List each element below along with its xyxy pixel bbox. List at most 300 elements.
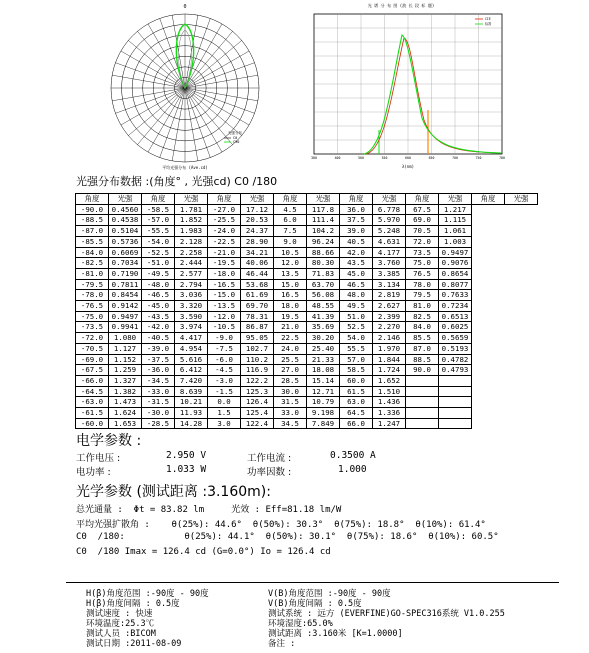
table-cell: 0.4538 [109, 215, 142, 226]
table-cell: 27.0 [274, 365, 307, 376]
table-cell: -33.0 [142, 386, 175, 397]
table-cell: 6.412 [175, 365, 208, 376]
table-row [76, 236, 538, 247]
footer-left-line: 测试速度 : 快速 [86, 609, 153, 619]
table-cell: 2.444 [175, 258, 208, 269]
table-cell: 42.0 [340, 247, 373, 258]
table-cell: 61.69 [241, 290, 274, 301]
table-cell: 6.0 [274, 215, 307, 226]
table-cell: 1.080 [109, 333, 142, 344]
table-cell: -69.0 [76, 354, 109, 365]
table-cell: 18.08 [307, 365, 340, 376]
table-cell: 17.12 [241, 204, 274, 215]
table-cell: -9.0 [208, 333, 241, 344]
spectrum-xtick: 550 [381, 156, 388, 160]
table-cell: 5.616 [175, 354, 208, 365]
table-cell: 55.5 [340, 343, 373, 354]
table-cell: 78.31 [241, 311, 274, 322]
table-cell: 2.258 [175, 247, 208, 258]
luminous-flux-line: 总光通量 : Φt = 83.82 lm 光效 : Eff=81.18 lm/W [76, 505, 342, 515]
table-cell: 87.0 [406, 343, 439, 354]
table-cell: 1.844 [373, 354, 406, 365]
table-cell: 4.631 [373, 236, 406, 247]
footer-left-line: H(β)角度范围 :-90度 - 90度 [86, 589, 209, 599]
table-cell: 1.653 [109, 418, 142, 429]
table-row [76, 386, 538, 397]
table-cell: 72.0 [406, 236, 439, 247]
table-cell: -18.0 [208, 268, 241, 279]
table-cell: 0.5104 [109, 226, 142, 237]
table-header-cell: 光强 [307, 194, 340, 205]
spectrum-xtick: 700 [452, 156, 458, 160]
table-row [76, 226, 538, 237]
table-cell: -19.5 [208, 258, 241, 269]
table-row [76, 333, 538, 344]
table-cell: 122.2 [241, 375, 274, 386]
table-cell: 30.20 [307, 333, 340, 344]
table-cell: -45.0 [142, 301, 175, 312]
table-cell: 1.983 [175, 226, 208, 237]
table-cell: -58.5 [142, 204, 175, 215]
table-cell: 52.5 [340, 322, 373, 333]
table-cell: 10.21 [175, 397, 208, 408]
table-cell: 2.399 [373, 311, 406, 322]
table-cell: -6.0 [208, 354, 241, 365]
table-cell: 3.385 [373, 268, 406, 279]
table-cell: 1.436 [373, 397, 406, 408]
table-cell: 2.794 [175, 279, 208, 290]
table-header-cell: 角度 [76, 194, 109, 205]
polar-legend-item-1: C0 [233, 136, 238, 140]
table-cell: -7.5 [208, 343, 241, 354]
table-cell: 1.382 [109, 386, 142, 397]
table-header-cell: 光强 [373, 194, 406, 205]
table-cell: 61.5 [340, 386, 373, 397]
current-value: 0.3500 A [330, 450, 376, 461]
spectrum-legend-2: 标准 [485, 22, 492, 26]
table-cell: 0.8077 [439, 279, 472, 290]
table-cell: 49.5 [340, 301, 373, 312]
table-cell: 15.14 [307, 375, 340, 386]
table-cell: 84.0 [406, 322, 439, 333]
spectrum-xtick: 380 [311, 156, 317, 160]
table-cell: 67.5 [406, 204, 439, 215]
polar-caption: 平均光强分布 (Ave.cd) [162, 165, 208, 170]
table-cell: -36.0 [142, 365, 175, 376]
table-cell: 0.4782 [439, 354, 472, 365]
table-cell: -88.5 [76, 215, 109, 226]
table-cell: -90.0 [76, 204, 109, 215]
footer-left [86, 589, 209, 649]
table-cell: 3.760 [373, 258, 406, 269]
table-cell: 45.0 [340, 268, 373, 279]
spectrum-xtick: 400 [334, 156, 341, 160]
table-cell: 70.5 [406, 226, 439, 237]
table-cell: 41.39 [307, 311, 340, 322]
table-cell: 3.134 [373, 279, 406, 290]
table-cell: 78.0 [406, 279, 439, 290]
table-row [76, 279, 538, 290]
table-cell: 1.624 [109, 408, 142, 419]
table-cell: 10.5 [274, 247, 307, 258]
table-cell: 7.420 [175, 375, 208, 386]
table-cell: 82.5 [406, 311, 439, 322]
table-cell: 86.87 [241, 322, 274, 333]
table-cell: 88.5 [406, 354, 439, 365]
table-cell: 2.128 [175, 236, 208, 247]
table-cell: 15.0 [274, 279, 307, 290]
table-cell: 14.28 [175, 418, 208, 429]
table-cell: -16.5 [208, 279, 241, 290]
table-cell: 64.5 [340, 408, 373, 419]
spectrum-xtick: 650 [428, 156, 435, 160]
table-row [76, 322, 538, 333]
table-cell: 36.0 [340, 204, 373, 215]
table-cell: 63.0 [340, 397, 373, 408]
table-cell [439, 386, 472, 397]
table-cell: -67.5 [76, 365, 109, 376]
table-cell: 85.5 [406, 333, 439, 344]
table-cell: 125.3 [241, 386, 274, 397]
table-cell: 1.061 [439, 226, 472, 237]
table-cell [406, 386, 439, 397]
table-cell: -51.0 [142, 258, 175, 269]
spectrum-xtick: 780 [499, 156, 505, 160]
table-cell: 0.0 [208, 397, 241, 408]
footer-right-line: V(B)角度间隔 : 0.5度 [268, 599, 362, 609]
table-cell: 0.9076 [439, 258, 472, 269]
table-cell: 80.30 [307, 258, 340, 269]
table-cell: 2.819 [373, 290, 406, 301]
table-cell: 0.7811 [109, 279, 142, 290]
power-value: 1.033 W [166, 464, 207, 475]
polar-legend-item-2: C90 [233, 140, 240, 144]
table-cell: 0.4560 [109, 204, 142, 215]
table-cell: -79.5 [76, 279, 109, 290]
table-cell: -25.5 [208, 215, 241, 226]
intensity-table-title: 光强分布数据 :(角度° , 光强cd) C0 /180 [76, 175, 278, 188]
table-cell: 0.7034 [109, 258, 142, 269]
table-cell: 95.05 [241, 333, 274, 344]
table-cell: -3.0 [208, 375, 241, 386]
table-cell: 0.5193 [439, 343, 472, 354]
table-cell: -81.0 [76, 268, 109, 279]
table-header-row [76, 194, 538, 205]
table-cell: -24.0 [208, 226, 241, 237]
table-cell: -70.5 [76, 343, 109, 354]
table-cell: -15.0 [208, 290, 241, 301]
table-cell: 35.69 [307, 322, 340, 333]
footer-left-line: 测试人员 :BICOM [86, 629, 156, 639]
table-cell: 0.6069 [109, 247, 142, 258]
table-header-cell: 光强 [109, 194, 142, 205]
table-cell: 24.0 [274, 343, 307, 354]
table-cell: 28.90 [241, 236, 274, 247]
table-cell: 51.0 [340, 311, 373, 322]
table-cell: 18.0 [274, 301, 307, 312]
table-cell [439, 418, 472, 429]
table-cell: 1.336 [373, 408, 406, 419]
table-cell: 1.127 [109, 343, 142, 354]
table-cell: -66.0 [76, 375, 109, 386]
table-cell [439, 397, 472, 408]
table-cell: 3.0 [208, 418, 241, 429]
table-header-cell: 光强 [241, 194, 274, 205]
footer-right-line: 备注 : [268, 639, 296, 649]
table-cell: 0.9941 [109, 322, 142, 333]
table-cell: 2.577 [175, 268, 208, 279]
table-cell: 63.70 [307, 279, 340, 290]
table-cell: 5.248 [373, 226, 406, 237]
table-cell: 0.9497 [109, 311, 142, 322]
voltage-value: 2.950 V [166, 450, 207, 461]
table-cell: 125.4 [241, 408, 274, 419]
imax-line: C0 /180 Imax = 126.4 cd (G=0.0°) Io = 126.4 cd [76, 547, 331, 557]
table-cell: 46.5 [340, 279, 373, 290]
table-cell: 4.5 [274, 204, 307, 215]
table-cell: -49.5 [142, 268, 175, 279]
table-cell: 46.44 [241, 268, 274, 279]
table-cell: 0.4793 [439, 365, 472, 376]
table-cell: -4.5 [208, 365, 241, 376]
table-cell: 0.8654 [439, 268, 472, 279]
table-cell [406, 375, 439, 386]
table-cell: 10.79 [307, 397, 340, 408]
table-header-cell: 角度 [340, 194, 373, 205]
table-row [76, 408, 538, 419]
table-cell: 96.24 [307, 236, 340, 247]
table-cell: 24.37 [241, 226, 274, 237]
table-cell: -64.5 [76, 386, 109, 397]
table-cell: 4.417 [175, 333, 208, 344]
table-cell: 6.778 [373, 204, 406, 215]
table-cell: -27.0 [208, 204, 241, 215]
polar-intensity-plot [100, 0, 270, 172]
table-cell: -60.0 [76, 418, 109, 429]
footer-right-line: 测试距离 :3.160米 [K=1.0000] [268, 629, 403, 639]
table-cell: 37.5 [340, 215, 373, 226]
table-cell: 0.7633 [439, 290, 472, 301]
table-cell: 1.003 [439, 236, 472, 247]
spectrum-xtick: 750 [475, 156, 482, 160]
table-cell: -12.0 [208, 311, 241, 322]
table-cell: 11.93 [175, 408, 208, 419]
table-row [76, 397, 538, 408]
power-factor-label: 功率因数 : [247, 467, 292, 478]
table-cell: 2.627 [373, 301, 406, 312]
table-cell: 1.510 [373, 386, 406, 397]
table-cell: 111.4 [307, 215, 340, 226]
table-cell: 1.327 [109, 375, 142, 386]
table-cell: 12.71 [307, 386, 340, 397]
table-header-cell: 角度 [208, 194, 241, 205]
table-cell: 3.590 [175, 311, 208, 322]
table-row [76, 343, 538, 354]
table-cell: -63.0 [76, 397, 109, 408]
table-cell: -22.5 [208, 236, 241, 247]
table-cell: 33.0 [274, 408, 307, 419]
table-row [76, 365, 538, 376]
table-cell: -1.5 [208, 386, 241, 397]
table-cell: 9.0 [274, 236, 307, 247]
table-cell: 0.5736 [109, 236, 142, 247]
table-cell: 53.68 [241, 279, 274, 290]
table-cell: 0.8454 [109, 290, 142, 301]
table-cell: -82.5 [76, 258, 109, 269]
table-cell: 1.152 [109, 354, 142, 365]
table-cell: 40.06 [241, 258, 274, 269]
power-label: 电功率 : [76, 467, 111, 478]
table-cell: 0.6513 [439, 311, 472, 322]
table-header-cell: 角度 [142, 194, 175, 205]
spectrum-xtick: 600 [405, 156, 411, 160]
table-cell [406, 418, 439, 429]
table-cell: 0.9497 [439, 247, 472, 258]
spectrum-chart [296, 0, 506, 170]
table-cell: 2.270 [373, 322, 406, 333]
table-cell: 5.970 [373, 215, 406, 226]
table-cell: -73.5 [76, 322, 109, 333]
table-cell: -39.0 [142, 343, 175, 354]
table-cell: -75.0 [76, 311, 109, 322]
table-cell: 0.7234 [439, 301, 472, 312]
table-cell: 60.0 [340, 375, 373, 386]
table-cell: 76.5 [406, 268, 439, 279]
table-cell: 1.781 [175, 204, 208, 215]
table-cell: 22.5 [274, 333, 307, 344]
spectrum-curve-measured [364, 35, 502, 154]
table-cell: 20.53 [241, 215, 274, 226]
beam-angle-c0-line: C0 /180: θ(25%): 44.1° θ(50%): 30.1° θ(75%): 18.6° θ(10%): 60.5° [76, 532, 499, 542]
table-cell: 7.5 [274, 226, 307, 237]
table-cell: 25.5 [274, 354, 307, 365]
table-header-cell: 角度 [274, 194, 307, 205]
table-cell: 30.0 [274, 386, 307, 397]
intensity-table [75, 193, 538, 429]
table-cell: -13.5 [208, 301, 241, 312]
table-cell: 21.0 [274, 322, 307, 333]
table-header-cell: 角度 [406, 194, 439, 205]
table-cell: 90.0 [406, 365, 439, 376]
polar-top-label: 0 [183, 4, 187, 10]
table-cell: 34.5 [274, 418, 307, 429]
table-cell: 2.146 [373, 333, 406, 344]
table-cell: 57.0 [340, 354, 373, 365]
table-cell: 1.852 [175, 215, 208, 226]
table-row [76, 301, 538, 312]
table-row [76, 354, 538, 365]
table-cell: 1.217 [439, 204, 472, 215]
table-cell: 39.0 [340, 226, 373, 237]
table-cell: 43.5 [340, 258, 373, 269]
table-cell: 1.724 [373, 365, 406, 376]
table-cell: 16.5 [274, 290, 307, 301]
table-cell: -84.0 [76, 247, 109, 258]
table-cell: 73.5 [406, 247, 439, 258]
table-cell: 40.5 [340, 236, 373, 247]
table-cell [406, 397, 439, 408]
table-row [76, 268, 538, 279]
table-row [76, 375, 538, 386]
table-cell: 0.7190 [109, 268, 142, 279]
table-cell: 9.198 [307, 408, 340, 419]
table-cell: 75.0 [406, 258, 439, 269]
footer-right [268, 589, 505, 649]
table-cell [406, 408, 439, 419]
footer-right-line: 测试系统 : 远方 (EVERFINE)GO-SPEC316系统 V1.0.255 [268, 609, 505, 619]
table-cell: 21.33 [307, 354, 340, 365]
footer-right-line: 环境湿度:65.0% [268, 619, 333, 629]
table-cell: 0.5659 [439, 333, 472, 344]
table-cell: -30.0 [142, 408, 175, 419]
table-cell: -46.5 [142, 290, 175, 301]
table-header-cell: 光强 [175, 194, 208, 205]
table-cell: 12.0 [274, 258, 307, 269]
table-cell: -48.0 [142, 279, 175, 290]
table-cell: 88.66 [307, 247, 340, 258]
voltage-label: 工作电压 : [76, 453, 121, 464]
footer-right-line: V(B)角度范围 :-90度 - 90度 [268, 589, 391, 599]
table-header-cell: 角度 [472, 194, 505, 205]
table-row [76, 247, 538, 258]
table-cell: -76.5 [76, 301, 109, 312]
table-cell: 25.40 [307, 343, 340, 354]
table-cell: -43.5 [142, 311, 175, 322]
table-cell: -54.0 [142, 236, 175, 247]
table-row [76, 215, 538, 226]
table-cell: -28.5 [142, 418, 175, 429]
table-cell: 1.473 [109, 397, 142, 408]
table-cell: 71.83 [307, 268, 340, 279]
table-cell: 1.259 [109, 365, 142, 376]
table-cell: -34.5 [142, 375, 175, 386]
table-cell: 54.0 [340, 333, 373, 344]
table-cell: 104.2 [307, 226, 340, 237]
table-cell: 13.5 [274, 268, 307, 279]
table-cell: -57.0 [142, 215, 175, 226]
table-cell: 56.08 [307, 290, 340, 301]
table-cell: -52.5 [142, 247, 175, 258]
table-cell: 79.5 [406, 290, 439, 301]
table-cell: -40.5 [142, 333, 175, 344]
table-cell: 48.0 [340, 290, 373, 301]
table-cell: 4.954 [175, 343, 208, 354]
table-row [76, 311, 538, 322]
table-cell: 69.0 [406, 215, 439, 226]
table-cell: -42.0 [142, 322, 175, 333]
table-cell: 48.55 [307, 301, 340, 312]
table-cell: 1.5 [208, 408, 241, 419]
table-cell: -85.5 [76, 236, 109, 247]
table-row [76, 204, 538, 215]
table-cell: 1.247 [373, 418, 406, 429]
electrical-params-title: 电学参数 : [76, 433, 142, 449]
table-row [76, 290, 538, 301]
table-cell: -31.5 [142, 397, 175, 408]
optical-params-title: 光学参数 (测试距离 :3.160m): [76, 484, 271, 500]
table-cell: 34.21 [241, 247, 274, 258]
table-cell: -61.5 [76, 408, 109, 419]
table-cell: 58.5 [340, 365, 373, 376]
table-cell: 117.8 [307, 204, 340, 215]
table-cell: 110.2 [241, 354, 274, 365]
table-cell: -87.0 [76, 226, 109, 237]
current-label: 工作电流 : [247, 453, 292, 464]
footer-left-line: H(β)角度间隔 : 0.5度 [86, 599, 180, 609]
table-cell: 122.4 [241, 418, 274, 429]
table-cell: 28.5 [274, 375, 307, 386]
table-cell: -72.0 [76, 333, 109, 344]
